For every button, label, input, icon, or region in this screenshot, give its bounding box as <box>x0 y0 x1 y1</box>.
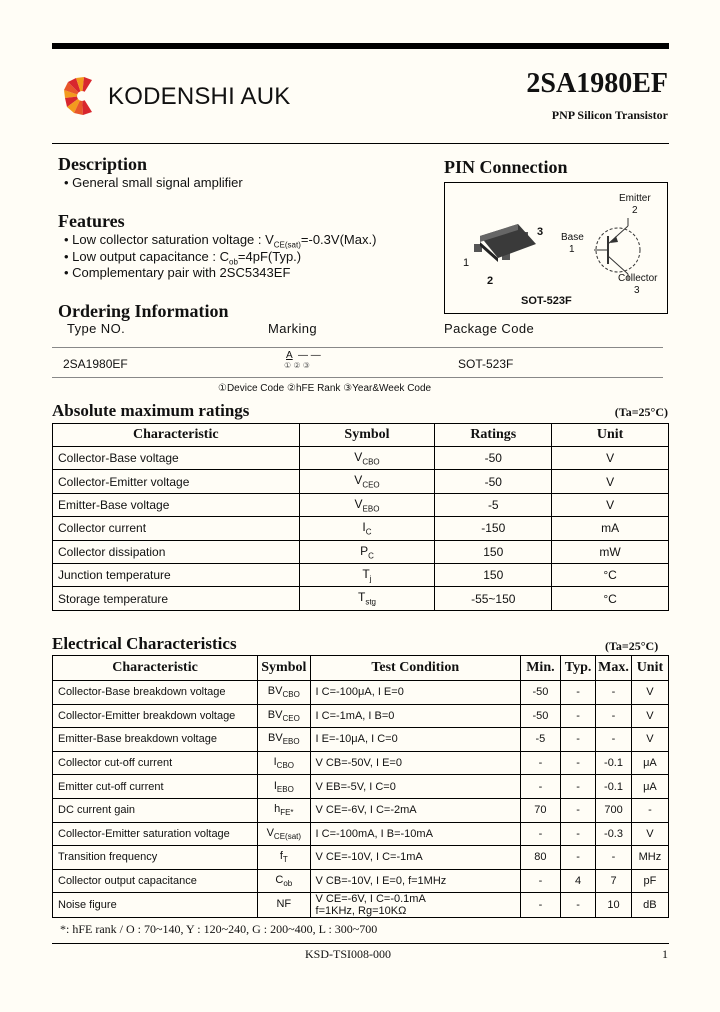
abs-unit: °C <box>552 563 669 586</box>
abs-max-row <box>53 447 669 470</box>
ec-typ: - <box>560 681 595 705</box>
symbol-subscript: T <box>282 855 288 865</box>
electrical-row <box>53 798 669 822</box>
symbol-text: I <box>362 520 366 535</box>
abs-max-row <box>53 517 669 540</box>
symbol-subscript: CE(sat) <box>273 831 302 841</box>
part-subtitle: PNP Silicon Transistor <box>551 108 668 122</box>
ec-min: - <box>520 751 560 775</box>
ec-symbol <box>258 798 310 822</box>
symbol-text: V <box>354 450 363 464</box>
electrical-row <box>53 751 669 775</box>
abs-unit: V <box>552 493 669 516</box>
condition-line: f=1KHz, Rg=10KΩ <box>315 905 407 918</box>
abs-characteristic: Emitter-Base voltage <box>53 493 300 516</box>
abs-symbol <box>299 493 435 516</box>
electrical-table <box>52 655 669 918</box>
condition-line: V CE=-6V, I C=-0.1mA <box>315 893 426 906</box>
ec-test-condition <box>310 704 520 728</box>
symbol-text: BV <box>267 685 283 698</box>
ec-typ: - <box>560 728 595 752</box>
symbol-subscript: C <box>365 527 372 537</box>
ec-typ: - <box>560 751 595 775</box>
pin3-label: 3 <box>537 226 544 238</box>
symbol-text: h <box>274 803 281 816</box>
ec-typ: - <box>560 893 595 918</box>
feature-item: • Low collector saturation voltage : $V_{CE(sat)}=-0.3V(Max.)$ <box>64 232 377 250</box>
electrical-row <box>53 728 669 752</box>
ec-max: - <box>596 846 632 870</box>
pin-connection-heading: PIN Connection <box>444 157 568 177</box>
ec-min: - <box>520 869 560 893</box>
electrical-row <box>53 681 669 705</box>
ec-test-condition <box>310 728 520 752</box>
abs-max-row <box>53 587 669 610</box>
abs-symbol <box>299 563 435 586</box>
symbol-text: NF <box>276 898 292 911</box>
symbol-subscript: j <box>369 574 372 584</box>
ec-symbol <box>258 681 310 705</box>
ec-typ: - <box>560 775 595 799</box>
electrical-row <box>53 822 669 846</box>
symbol-text: V <box>354 473 363 488</box>
abs-max-row <box>53 540 669 563</box>
ec-unit: V <box>631 704 668 728</box>
ec-min: - <box>520 893 560 918</box>
ec-symbol <box>258 751 310 775</box>
ec-typ: - <box>560 798 595 822</box>
abs-characteristic: Collector dissipation <box>53 540 300 563</box>
ec-test-condition <box>310 751 520 775</box>
ec-unit: μA <box>631 751 668 775</box>
electrical-row <box>53 869 669 893</box>
condition-line: V EB=-5V, I C=0 <box>315 780 396 793</box>
ec-symbol <box>258 822 310 846</box>
top-rule <box>52 43 669 49</box>
ec-unit: V <box>631 728 668 752</box>
abs-rating: -50 <box>435 447 552 470</box>
ec-typ: - <box>560 822 595 846</box>
ec-col-max: Max. <box>596 656 632 681</box>
abs-col-unit: Unit <box>552 424 669 447</box>
ec-characteristic: Collector-Emitter saturation voltage <box>53 822 258 846</box>
header-divider <box>52 143 669 144</box>
ec-characteristic: Collector cut-off current <box>53 751 258 775</box>
symbol-subscript: CBO <box>282 690 300 700</box>
feature-item: • Low output capacitance : $C_{ob}=4pF(Typ.)$ <box>64 249 302 267</box>
ordering-package-code: SOT-523F <box>458 357 514 371</box>
collector-label: Collector <box>618 273 658 284</box>
symbol-subscript: ob <box>283 879 293 889</box>
ordering-heading: Ordering Information <box>58 301 229 321</box>
symbol-text: T <box>357 590 366 605</box>
ec-characteristic: Emitter-Base breakdown voltage <box>53 728 258 752</box>
abs-rating: -50 <box>435 470 552 493</box>
ec-symbol <box>258 869 310 893</box>
ec-unit: - <box>631 798 668 822</box>
abs-rating: -55~150 <box>435 587 552 610</box>
emitter-pin-number: 2 <box>632 205 638 216</box>
abs-symbol <box>299 447 435 470</box>
electrical-condition: (Ta=25°C) <box>605 639 659 653</box>
ec-test-condition <box>310 869 520 893</box>
symbol-subscript: CEO <box>362 480 380 490</box>
electrical-row <box>53 893 669 918</box>
ec-characteristic: Collector-Emitter breakdown voltage <box>53 704 258 728</box>
abs-characteristic: Collector-Emitter voltage <box>53 470 300 493</box>
symbol-text: T <box>362 566 370 581</box>
ec-min: - <box>520 775 560 799</box>
ec-test-condition <box>310 775 520 799</box>
ec-col-characteristic: Characteristic <box>53 656 258 681</box>
page-number: 1 <box>662 947 668 961</box>
ec-test-condition <box>310 893 520 918</box>
abs-unit: V <box>552 470 669 493</box>
ec-col-min: Min. <box>520 656 560 681</box>
ec-min: 80 <box>520 846 560 870</box>
abs-symbol <box>299 517 435 540</box>
abs-characteristic: Junction temperature <box>53 563 300 586</box>
abs-rating: -5 <box>435 493 552 516</box>
symbol-subscript: stg <box>365 597 376 607</box>
abs-rating: 150 <box>435 563 552 586</box>
ec-typ: 4 <box>560 869 595 893</box>
ec-typ: - <box>560 846 595 870</box>
condition-line: I C=-100mA, I B=-10mA <box>315 827 433 840</box>
ec-min: - <box>520 822 560 846</box>
symbol-subscript: FE* <box>280 808 294 818</box>
abs-max-row <box>53 493 669 516</box>
ec-min: 70 <box>520 798 560 822</box>
ec-test-condition <box>310 681 520 705</box>
ordering-legend: ①Device Code ②hFE Rank ③Year&Week Code <box>218 383 432 394</box>
symbol-text: BV <box>267 708 283 721</box>
symbol-text: I <box>273 755 277 768</box>
ec-max: -0.3 <box>596 822 632 846</box>
base-pin-number: 1 <box>569 244 575 255</box>
symbol-text: f <box>279 850 283 863</box>
abs-max-heading: Absolute maximum ratings <box>52 401 250 420</box>
ec-test-condition <box>310 846 520 870</box>
kodenshi-logo-icon <box>62 76 106 116</box>
ordering-divider-bottom <box>52 377 663 378</box>
abs-col-characteristic: Characteristic <box>53 424 300 447</box>
abs-unit: °C <box>552 587 669 610</box>
ec-characteristic: Noise figure <box>53 893 258 918</box>
ordering-col-marking: Marking <box>268 321 318 336</box>
abs-characteristic: Storage temperature <box>53 587 300 610</box>
symbol-subscript: CBO <box>276 761 295 771</box>
ec-max: 10 <box>596 893 632 918</box>
symbol-text: I <box>273 779 277 792</box>
ec-col-unit: Unit <box>631 656 668 681</box>
abs-rating: 150 <box>435 540 552 563</box>
ordering-marking-nums: ① ② ③ <box>284 361 310 370</box>
ec-symbol <box>258 893 310 918</box>
ec-test-condition <box>310 798 520 822</box>
condition-line: I E=-10μA, I C=0 <box>315 733 398 746</box>
abs-unit: mW <box>552 540 669 563</box>
ec-characteristic: DC current gain <box>53 798 258 822</box>
ordering-type-no: 2SA1980EF <box>63 357 128 371</box>
abs-characteristic: Collector current <box>53 517 300 540</box>
ec-symbol <box>258 846 310 870</box>
ec-unit: V <box>631 681 668 705</box>
abs-symbol <box>299 540 435 563</box>
electrical-row <box>53 704 669 728</box>
ec-characteristic: Transition frequency <box>53 846 258 870</box>
pin2-label: 2 <box>487 275 494 287</box>
ordering-marking-code: A <box>286 350 293 361</box>
ec-unit: V <box>631 822 668 846</box>
ec-max: - <box>596 728 632 752</box>
brand-name: KODENSHI AUK <box>108 83 291 110</box>
symbol-text: V <box>266 826 274 839</box>
emitter-label: Emitter <box>619 193 651 204</box>
ec-symbol <box>258 775 310 799</box>
symbol-subscript: CBO <box>362 457 380 467</box>
ec-min: -50 <box>520 704 560 728</box>
symbol-subscript: CEO <box>282 713 300 723</box>
ec-max: - <box>596 704 632 728</box>
ec-characteristic: Collector-Base breakdown voltage <box>53 681 258 705</box>
package-label: SOT-523F <box>521 295 572 307</box>
symbol-subscript: EBO <box>276 784 294 794</box>
abs-max-row <box>53 563 669 586</box>
sot523f-package-icon <box>460 214 550 284</box>
abs-col-ratings: Ratings <box>435 424 552 447</box>
condition-line: I C=-1mA, I B=0 <box>315 709 395 722</box>
electrical-header-row <box>53 656 669 681</box>
feature-item: • Complementary pair with 2SC5343EF <box>64 265 291 280</box>
abs-symbol <box>299 470 435 493</box>
abs-characteristic: Collector-Base voltage <box>53 447 300 470</box>
abs-max-condition: (Ta=25°C) <box>614 405 668 419</box>
ordering-divider <box>52 347 663 348</box>
ec-unit: μA <box>631 775 668 799</box>
description-item: • General small signal amplifier <box>64 175 243 190</box>
abs-unit: V <box>552 447 669 470</box>
electrical-row <box>53 846 669 870</box>
condition-line: V CB=-50V, I E=0 <box>315 757 402 770</box>
ec-min: -50 <box>520 681 560 705</box>
symbol-text: V <box>354 496 363 511</box>
description-heading: Description <box>58 154 147 174</box>
ec-characteristic: Emitter cut-off current <box>53 775 258 799</box>
ec-max: -0.1 <box>596 775 632 799</box>
ec-characteristic: Collector output capacitance <box>53 869 258 893</box>
abs-max-header-row <box>53 424 669 447</box>
condition-line: I C=-100μA, I E=0 <box>315 686 404 699</box>
abs-max-table <box>52 423 669 611</box>
ec-unit: dB <box>631 893 668 918</box>
symbol-text: P <box>360 543 369 558</box>
symbol-subscript: C <box>368 550 374 560</box>
abs-col-symbol: Symbol <box>299 424 435 447</box>
abs-rating: -150 <box>435 517 552 540</box>
collector-pin-number: 3 <box>634 285 640 296</box>
abs-symbol <box>299 587 435 610</box>
ec-symbol <box>258 728 310 752</box>
ec-max: 700 <box>596 798 632 822</box>
ec-max: - <box>596 681 632 705</box>
ec-max: 7 <box>596 869 632 893</box>
ec-min: -5 <box>520 728 560 752</box>
ec-symbol <box>258 704 310 728</box>
symbol-subscript: EBO <box>282 737 300 747</box>
ec-col-test-condition: Test Condition <box>310 656 520 681</box>
ordering-col-package: Package Code <box>444 321 535 336</box>
abs-unit: mA <box>552 517 669 540</box>
hfe-rank-note: *: hFE rank / O : 70~140, Y : 120~240, G : 200~400, L : 300~700 <box>60 922 378 936</box>
symbol-text: BV <box>268 732 283 745</box>
base-label: Base <box>561 232 584 243</box>
symbol-subscript: EBO <box>362 504 380 514</box>
ordering-col-type: Type NO. <box>67 321 126 336</box>
condition-line: V CE=-6V, I C=-2mA <box>315 804 417 817</box>
electrical-row <box>53 775 669 799</box>
ec-col-symbol: Symbol <box>258 656 310 681</box>
ordering-marking-blanks: — — <box>298 350 321 361</box>
ec-col-typ: Typ. <box>560 656 595 681</box>
ec-test-condition <box>310 822 520 846</box>
ec-unit: pF <box>631 869 668 893</box>
ec-unit: MHz <box>631 846 668 870</box>
doc-code: KSD-TSI008-000 <box>305 947 391 961</box>
symbol-text: C <box>275 873 284 886</box>
ec-typ: - <box>560 704 595 728</box>
part-number-title: 2SA1980EF <box>526 68 668 99</box>
footer-rule <box>52 943 669 944</box>
pin1-label: 1 <box>463 257 470 269</box>
features-heading: Features <box>58 211 125 231</box>
electrical-heading: Electrical Characteristics <box>52 634 237 653</box>
abs-max-row <box>53 470 669 493</box>
condition-line: V CB=-10V, I E=0, f=1MHz <box>315 875 447 888</box>
ec-max: -0.1 <box>596 751 632 775</box>
condition-line: V CE=-10V, I C=-1mA <box>315 851 423 864</box>
